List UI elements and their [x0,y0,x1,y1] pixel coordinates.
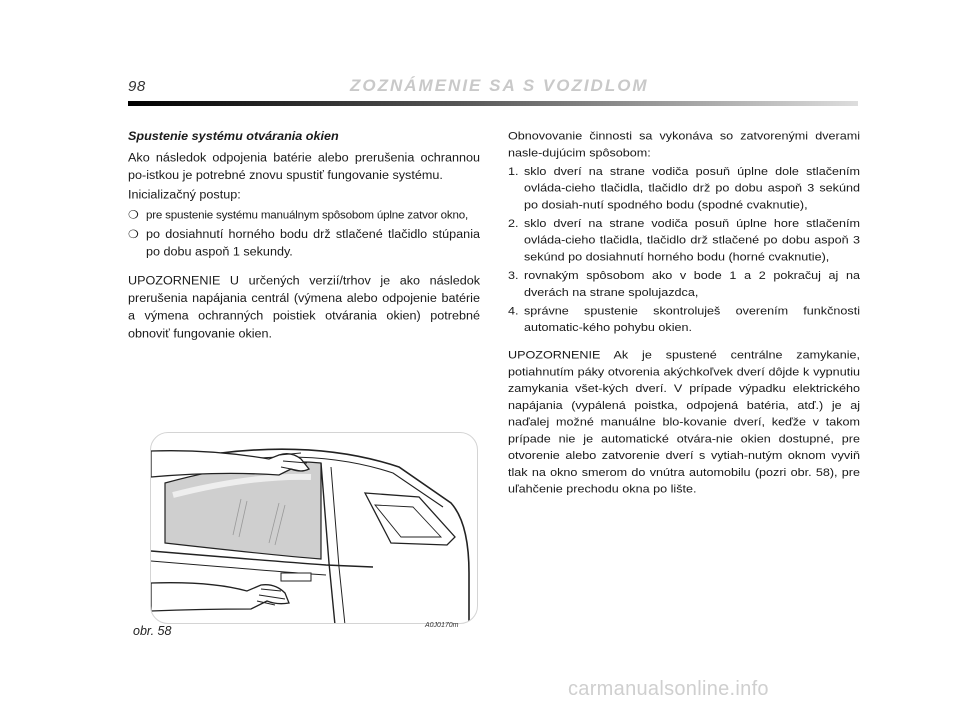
right-column [508,128,860,498]
step-number: 4. [508,304,519,317]
step-text: správne spustenie skontroluješ overením funkčnosti automatic-kého pohybu okien. [524,304,860,334]
list-item [508,215,860,265]
intro-paragraph: Obnovovanie činnosti sa vykonáva so zatvorenými dverami nasle-dujúcim spôsobom: [508,129,860,159]
step-text: sklo dverí na strane vodiča posuň úplne dole stlačením ovláda-cieho tlačidla, tlačidlo drž po dobu aspoň 3 sekúnd po dosiah-nutí spodného bodu (spodné cvaknutie), [524,165,860,212]
list-item [128,206,480,224]
header-rule [128,101,858,106]
figure-code: A0J0170m [425,622,459,629]
figure-caption: obr. 58 [133,624,172,638]
step-text: rovnakým spôsobom ako v bode 1 a 2 pokračuj aj na dverách na strane spolujazdca, [524,269,860,299]
intro-paragraph: Ako následok odpojenia batérie alebo prerušenia ochrannou po-istkou je potrebné znovu spustiť fungovanie systému. [128,151,480,182]
list-item [128,226,480,261]
warning-paragraph: UPOZORNENIE U určených verzií/trhov je ako následok prerušenia napájania centrál (výmena alebo odpojenie batérie a výmena ochranných poistiek otvárania okien) potrebné obnoviť fungovanie okien. [128,274,480,341]
left-column [128,128,480,343]
step-text: sklo dverí na strane vodiča posuň úplne hore stlačením ovláda-cieho tlačidla, tlačidlo drž stlačené po dobu aspoň 3 sekúnd po dosiahnutí horného bodu (horné cvaknutie), [524,217,860,264]
list-item [508,303,860,337]
bullet-circle-icon: ❍ [128,227,139,241]
step-number: 3. [508,269,519,282]
step-number: 2. [508,217,519,230]
step-number: 1. [508,165,519,178]
bullet-text: pre spustenie systému manuálnym spôsobom úplne zatvor okno, [146,208,469,222]
page-number: 98 [128,78,146,95]
list-item [508,268,860,302]
procedure-label: Inicializačný postup: [128,188,241,202]
list-item [508,163,860,213]
section-heading: Spustenie systému otvárania okien [128,129,339,143]
warning-paragraph: UPOZORNENIE Ak je spustené centrálne zamykanie, potiahnutím páky otvorenia akýchkoľvek dverí dôjde k vypnutiu zamykania všet-kých dverí. V prípade výpadku elektrického napájania (vypálená poistka, odpojená batéria, atď.) je aj naďalej možné manuálne blo-kovanie dverí, keďže v takom prípade nie je automatické otvára-nie okien dostupné, pre otvorenie alebo zatvorenie dverí s vytiah-nutým oknom vyviň tlak na okno smerom do vnútra automobilu (pozri obr. 58), pre uľahčenie prechodu okna po lište. [508,348,860,496]
car-window-illustration [151,433,478,624]
chapter-title: ZOZNÁMENIE SA S VOZIDLOM [350,76,649,95]
bullet-text: po dosiahnutí horného bodu drž stlačené tlačidlo stúpania po dobu aspoň 1 sekundy. [146,227,480,259]
bullet-circle-icon: ❍ [128,208,139,222]
figure-illustration [150,432,478,624]
watermark: carmanualsonline.info [568,678,769,700]
